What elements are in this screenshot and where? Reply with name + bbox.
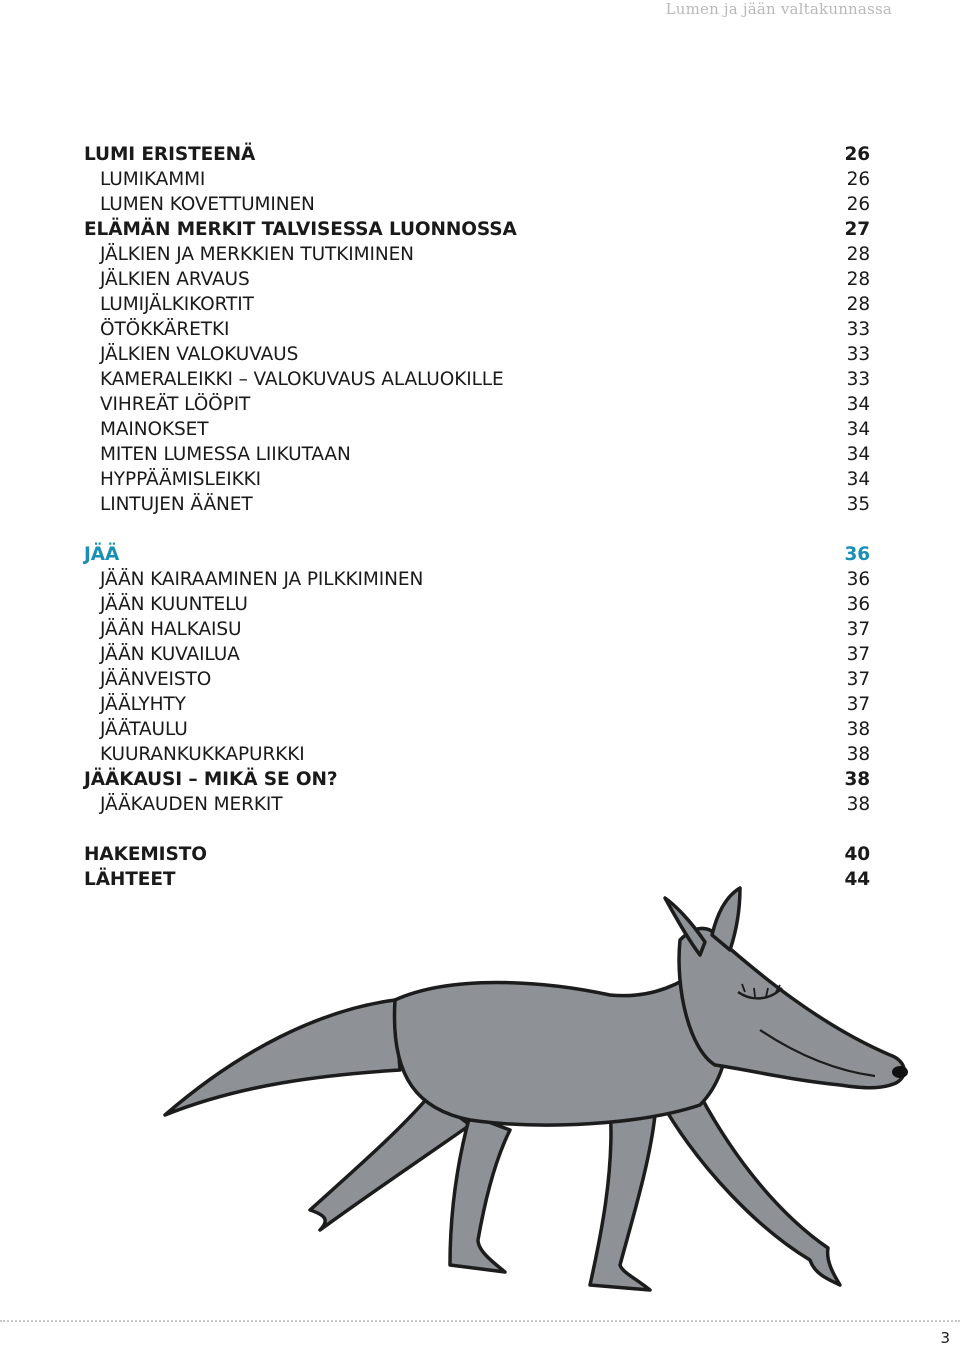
toc-entry[interactable]: [84, 667, 870, 692]
toc-entry[interactable]: [84, 492, 870, 517]
toc-entry-label: JÄÄN KAIRAAMINEN JA PILKKIMINEN: [100, 569, 424, 590]
wolf-illustration-icon: [0, 880, 960, 1320]
toc-entry-label: ELÄMÄN MERKIT TALVISESSA LUONNOSSA: [84, 219, 517, 240]
toc-entry-page: 37: [846, 669, 870, 690]
toc-entry-label: HYPPÄÄMISLEIKKI: [100, 469, 261, 490]
toc-entry[interactable]: [84, 767, 870, 792]
toc-entry-page: 38: [846, 719, 870, 740]
toc-entry-page: 40: [844, 844, 870, 865]
toc-entry-label: JÄÄKAUSI – MIKÄ SE ON?: [84, 769, 338, 790]
toc-entry-page: 36: [844, 544, 870, 565]
toc-entry[interactable]: [84, 467, 870, 492]
toc-entry[interactable]: [84, 342, 870, 367]
toc-entry-page: 28: [846, 294, 870, 315]
toc-entry-page: 26: [846, 194, 870, 215]
toc-entry[interactable]: [84, 142, 870, 167]
toc-entry-page: 36: [846, 594, 870, 615]
toc-entry-label: JÄLKIEN ARVAUS: [100, 269, 250, 290]
toc-entry-label: JÄÄN KUVAILUA: [100, 644, 240, 665]
toc-entry-page: 38: [844, 769, 870, 790]
toc-entry-page: 35: [846, 494, 870, 515]
toc-entry[interactable]: [84, 292, 870, 317]
toc-entry[interactable]: [84, 317, 870, 342]
toc-entry-page: 33: [846, 319, 870, 340]
toc-entry-page: 44: [844, 869, 870, 890]
toc-entry-label: JÄÄKAUDEN MERKIT: [100, 794, 283, 815]
toc-entry[interactable]: [84, 242, 870, 267]
page-number: 3: [940, 1329, 950, 1347]
toc-entry-label: KAMERALEIKKI – VALOKUVAUS ALALUOKILLE: [100, 369, 504, 390]
toc-entry-page: 28: [846, 244, 870, 265]
toc-entry-page: 34: [846, 419, 870, 440]
toc-entry[interactable]: [84, 717, 870, 742]
toc-entry-label: LUMIKAMMI: [100, 169, 206, 190]
toc-entry-label: JÄÄ: [84, 544, 120, 565]
toc-entry[interactable]: [84, 792, 870, 817]
toc-entry-page: 28: [846, 269, 870, 290]
toc-entry-page: 37: [846, 644, 870, 665]
toc-entry-label: ÖTÖKKÄRETKI: [100, 319, 230, 340]
toc-entry[interactable]: [84, 217, 870, 242]
toc-entry-page: 33: [846, 369, 870, 390]
footer-dotted-rule: [0, 1320, 960, 1322]
toc-entry[interactable]: [84, 267, 870, 292]
toc-entry-label: JÄÄLYHTY: [100, 694, 186, 715]
toc-entry-label: MAINOKSET: [100, 419, 209, 440]
toc-entry[interactable]: [84, 167, 870, 192]
toc-entry-label: JÄLKIEN JA MERKKIEN TUTKIMINEN: [100, 244, 414, 265]
toc-entry[interactable]: [84, 392, 870, 417]
toc-entry[interactable]: [84, 642, 870, 667]
toc-entry-page: 33: [846, 344, 870, 365]
toc-entry-page: 34: [846, 444, 870, 465]
toc-entry-page: 27: [844, 219, 870, 240]
toc-entry-page: 38: [846, 794, 870, 815]
toc-entry-page: 34: [846, 394, 870, 415]
toc-entry[interactable]: [84, 542, 870, 567]
toc-entry-label: JÄÄNVEISTO: [100, 669, 212, 690]
toc-entry-page: 36: [846, 569, 870, 590]
toc-entry-page: 37: [846, 694, 870, 715]
toc-entry-page: 26: [846, 169, 870, 190]
toc-entry[interactable]: [84, 417, 870, 442]
toc-entry-page: 34: [846, 469, 870, 490]
toc-entry-page: 37: [846, 619, 870, 640]
toc-entry[interactable]: [84, 442, 870, 467]
toc-entry[interactable]: [84, 617, 870, 642]
toc-entry[interactable]: [84, 692, 870, 717]
toc-entry-label: LUMI ERISTEENÄ: [84, 144, 256, 165]
toc-entry-label: JÄÄN HALKAISU: [100, 619, 242, 640]
toc-entry[interactable]: [84, 192, 870, 217]
toc-entry-label: KUURANKUKKAPURKKI: [100, 744, 305, 765]
running-header: Lumen ja jään valtakunnassa: [665, 0, 892, 18]
toc-entry-label: HAKEMISTO: [84, 844, 207, 865]
toc-entry[interactable]: [84, 567, 870, 592]
toc-entry[interactable]: [84, 742, 870, 767]
toc-entry-label: LUMIJÄLKIKORTIT: [100, 294, 254, 315]
toc-entry[interactable]: [84, 367, 870, 392]
toc-entry-label: LUMEN KOVETTUMINEN: [100, 194, 315, 215]
toc-entry[interactable]: [84, 842, 870, 867]
toc-entry-label: MITEN LUMESSA LIIKUTAAN: [100, 444, 351, 465]
toc-entry-label: LÄHTEET: [84, 869, 176, 890]
toc-entry-page: 26: [844, 144, 870, 165]
toc-entry-label: JÄLKIEN VALOKUVAUS: [100, 344, 299, 365]
toc-entry-label: JÄÄN KUUNTELU: [100, 594, 248, 615]
toc-entry[interactable]: [84, 592, 870, 617]
toc-entry-page: 38: [846, 744, 870, 765]
toc-entry-label: JÄÄTAULU: [100, 719, 188, 740]
toc-entry-label: LINTUJEN ÄÄNET: [100, 494, 253, 515]
toc-entry-label: VIHREÄT LÖÖPIT: [100, 394, 251, 415]
